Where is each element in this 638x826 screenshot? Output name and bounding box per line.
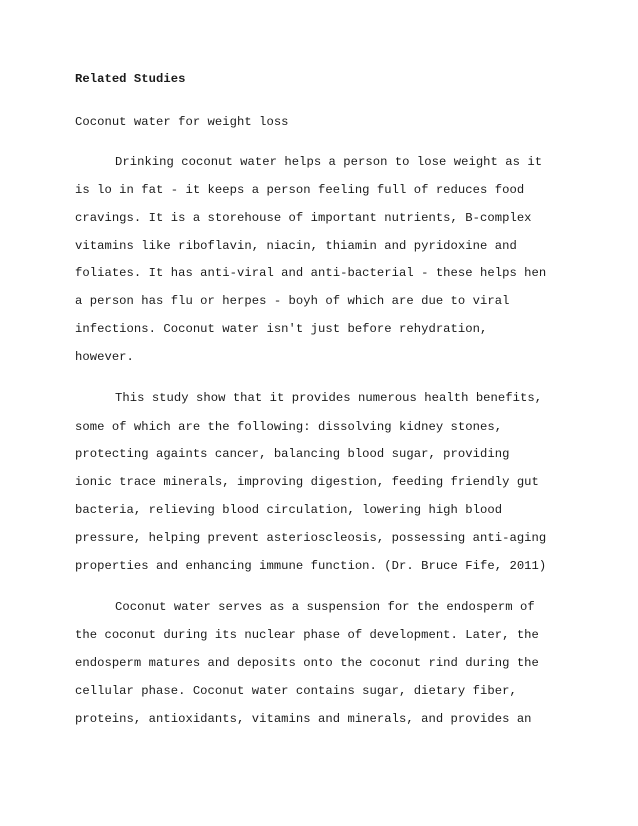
paragraph-line: This study show that it provides numerous health benefits, xyxy=(115,391,543,405)
paragraph-line: protecting againts cancer, balancing blood sugar, providing xyxy=(75,447,510,461)
paragraph-line: proteins, antioxidants, vitamins and minerals, and provides an xyxy=(75,712,532,726)
paragraph-line: vitamins like riboflavin, niacin, thiamin and pyridoxine and xyxy=(75,239,517,253)
paragraph-line: a person has flu or herpes - boyh of which are due to viral xyxy=(75,294,510,308)
paragraph-line: properties and enhancing immune function. (Dr. Bruce Fife, 2011) xyxy=(75,559,547,573)
paragraph-line: Coconut water serves as a suspension for the endosperm of xyxy=(115,600,535,614)
paragraph-line: however. xyxy=(75,350,134,364)
paragraph-line: cravings. It is a storehouse of important nutrients, B-complex xyxy=(75,211,532,225)
paragraph-line: endosperm matures and deposits onto the coconut rind during the xyxy=(75,656,539,670)
paragraph-line: is lo in fat - it keeps a person feeling full of reduces food xyxy=(75,183,525,197)
paragraph-line: Drinking coconut water helps a person to lose weight as it xyxy=(115,155,543,169)
paragraph-line: cellular phase. Coconut water contains sugar, dietary fiber, xyxy=(75,684,517,698)
paragraph-line: foliates. It has anti-viral and anti-bacterial - these helps hen xyxy=(75,266,547,280)
paragraph-line: infections. Coconut water isn't just before rehydration, xyxy=(75,322,488,336)
paragraph-line: pressure, helping prevent asterioscleosis, possessing anti-aging xyxy=(75,531,547,545)
paragraph-line: bacteria, relieving blood circulation, lowering high blood xyxy=(75,503,503,517)
paragraph-line: some of which are the following: dissolving kidney stones, xyxy=(75,420,503,434)
subheading: Coconut water for weight loss xyxy=(75,115,289,129)
paragraph-line: ionic trace minerals, improving digestion, feeding friendly gut xyxy=(75,475,539,489)
section-heading: Related Studies xyxy=(75,72,186,86)
paragraph-line: the coconut during its nuclear phase of development. Later, the xyxy=(75,628,539,642)
